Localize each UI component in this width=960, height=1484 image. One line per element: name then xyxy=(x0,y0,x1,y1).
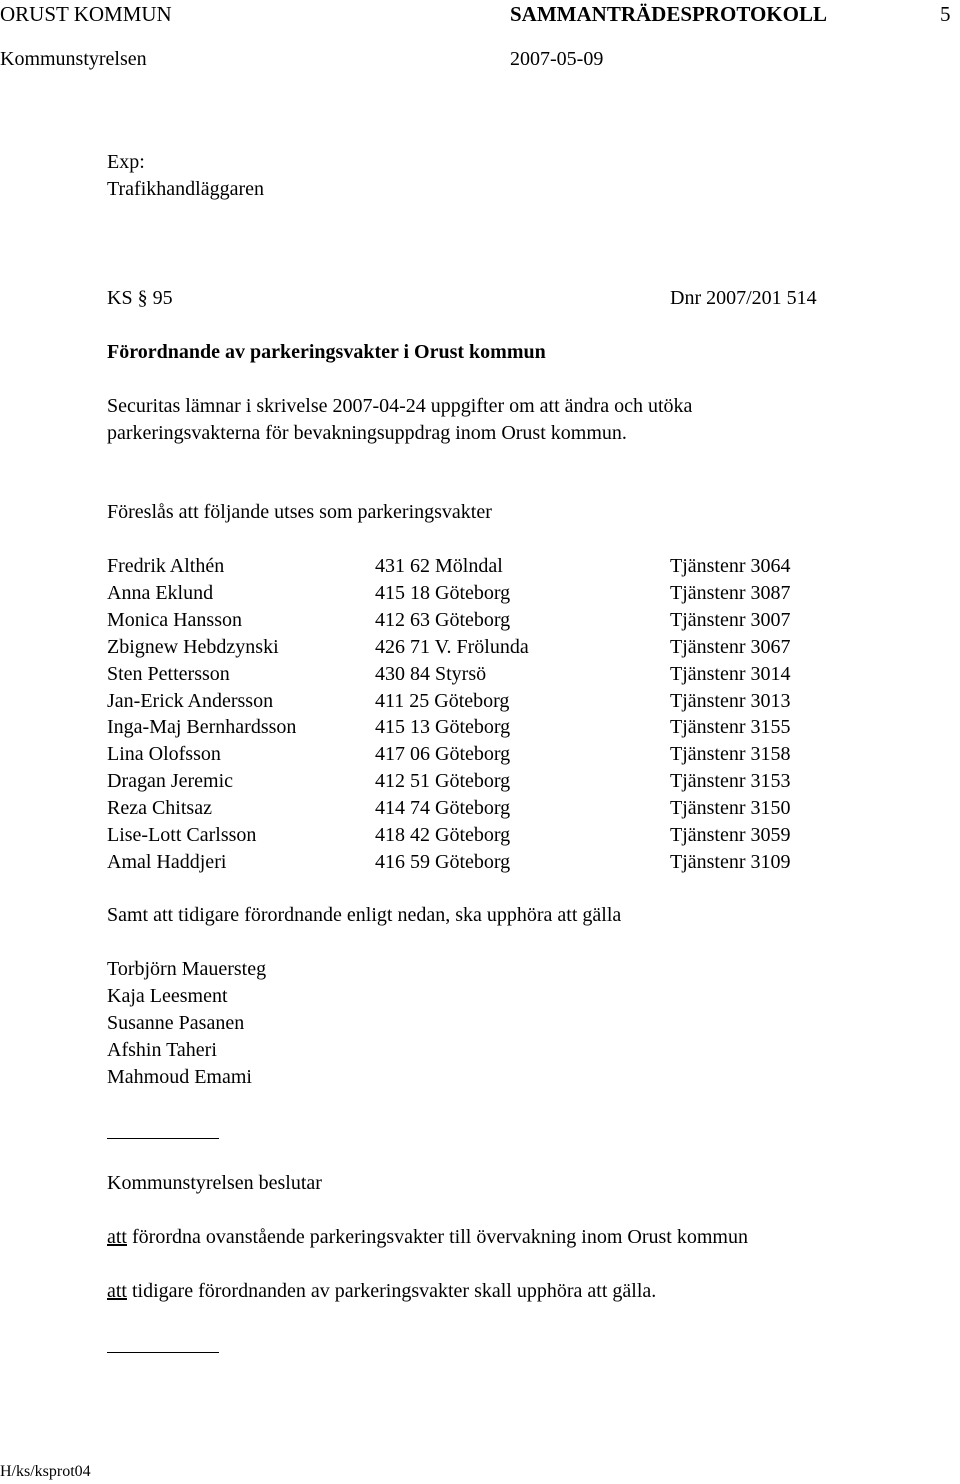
revoked-name: Torbjörn Mauersteg xyxy=(107,958,267,980)
case-intro-line-1: Securitas lämnar i skrivelse 2007-04-24 uppgifter om att ändra och utöka xyxy=(107,395,693,417)
guard-id: Tjänstenr 3064 xyxy=(670,555,791,577)
guard-name: Reza Chitsaz xyxy=(107,797,212,820)
guard-id: Tjänstenr 3109 xyxy=(670,850,791,873)
case-proposal: Föreslås att följande utses som parkeringsvakter xyxy=(107,501,492,523)
guard-address: 414 74 Göteborg xyxy=(375,797,511,820)
decision-text: tidigare förordnanden av parkeringsvakter skall upphöra att gälla. xyxy=(127,1280,657,1302)
guard-address: 430 84 Styrsö xyxy=(375,662,487,685)
case-number: KS § 95 xyxy=(107,287,173,309)
guard-address: 412 63 Göteborg xyxy=(375,608,511,631)
guard-id: Tjänstenr 3014 xyxy=(670,662,791,685)
guard-address: 431 62 Mölndal xyxy=(375,555,503,577)
decision-keyword: att xyxy=(107,1280,127,1302)
guard-address: 415 18 Göteborg xyxy=(375,581,511,604)
case-title: Förordnande av parkeringsvakter i Orust kommun xyxy=(107,341,546,363)
guard-id: Tjänstenr 3013 xyxy=(670,689,791,712)
guard-address: 416 59 Göteborg xyxy=(375,850,511,873)
revoked-name: Mahmoud Emami xyxy=(107,1065,252,1088)
header-date: 2007-05-09 xyxy=(510,48,604,70)
guard-address: 418 42 Göteborg xyxy=(375,824,511,846)
guard-address: 411 25 Göteborg xyxy=(375,689,510,712)
decision-item xyxy=(107,1225,748,1249)
guard-name: Dragan Jeremic xyxy=(107,770,234,793)
guard-id: Tjänstenr 3007 xyxy=(670,608,791,631)
guard-id: Tjänstenr 3153 xyxy=(670,770,791,793)
decision-item xyxy=(107,1279,656,1303)
guard-name: Inga-Maj Bernhardsson xyxy=(107,716,297,739)
divider-line xyxy=(107,1352,219,1353)
guard-address: 415 13 Göteborg xyxy=(375,716,511,739)
guard-name: Lise-Lott Carlsson xyxy=(107,824,257,846)
header-org: ORUST KOMMUN xyxy=(0,2,172,26)
header-page-number: 5 xyxy=(940,2,951,26)
guard-id: Tjänstenr 3087 xyxy=(670,581,791,604)
guard-name: Anna Eklund xyxy=(107,581,214,604)
revocation-intro: Samt att tidigare förordnande enligt nedan, ska upphöra att gälla xyxy=(107,904,622,926)
revoked-name: Afshin Taheri xyxy=(107,1038,217,1061)
exp-recipient: Trafikhandläggaren xyxy=(107,178,264,200)
revoked-name: Susanne Pasanen xyxy=(107,1011,245,1034)
decision-heading: Kommunstyrelsen beslutar xyxy=(107,1172,322,1194)
guard-name: Fredrik Althén xyxy=(107,555,225,577)
decision-text: förordna ovanstående parkeringsvakter till övervakning inom Orust kommun xyxy=(127,1226,748,1248)
revoked-name: Kaja Leesment xyxy=(107,984,228,1007)
header-body: Kommunstyrelsen xyxy=(0,48,147,70)
divider-line xyxy=(107,1138,219,1139)
header-doc-type: SAMMANTRÄDESPROTOKOLL xyxy=(510,2,827,26)
guard-name: Zbignew Hebdzynski xyxy=(107,635,279,658)
guard-name: Monica Hansson xyxy=(107,608,242,631)
guard-name: Lina Olofsson xyxy=(107,743,221,766)
guard-address: 417 06 Göteborg xyxy=(375,743,511,766)
guard-id: Tjänstenr 3150 xyxy=(670,797,791,820)
guard-name: Sten Pettersson xyxy=(107,662,230,685)
case-intro-line-2: parkeringsvakterna för bevakningsuppdrag inom Orust kommun. xyxy=(107,422,627,444)
guard-id: Tjänstenr 3158 xyxy=(670,743,791,766)
guard-address: 426 71 V. Frölunda xyxy=(375,635,529,658)
guard-name: Jan-Erick Andersson xyxy=(107,689,274,712)
guard-id: Tjänstenr 3155 xyxy=(670,716,791,739)
exp-label: Exp: xyxy=(107,151,145,173)
guard-id: Tjänstenr 3059 xyxy=(670,824,791,846)
case-dnr: Dnr 2007/201 514 xyxy=(670,287,817,309)
guard-name: Amal Haddjeri xyxy=(107,850,227,873)
guard-id: Tjänstenr 3067 xyxy=(670,635,791,658)
guard-address: 412 51 Göteborg xyxy=(375,770,511,793)
decision-keyword: att xyxy=(107,1226,127,1248)
footer-path: H/ks/ksprot04 xyxy=(0,1463,91,1480)
